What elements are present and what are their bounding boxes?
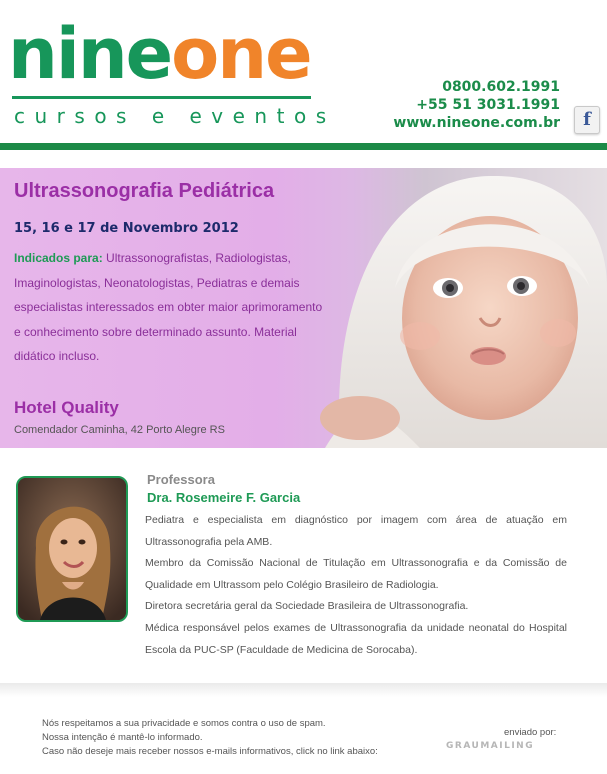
venue-name: Hotel Quality — [14, 398, 119, 417]
professor-section — [0, 448, 607, 688]
venue-address: Comendador Caminha, 42 Porto Alegre RS — [14, 424, 225, 436]
website-link[interactable]: www.nineone.com.br — [393, 115, 560, 131]
course-dates: 15, 16 e 17 de Novembro 2012 — [14, 221, 239, 236]
privacy-notice — [42, 717, 378, 759]
professor-heading: Professora — [147, 472, 215, 487]
audience-text: Ultrassonografistas, Radiologistas, Imaginologistas, Neonatologistas, Pediatras e demais especialistas interessados em obter maior aprimoramento e conhecimento sobre determinado assunto. Material didático incluso. — [14, 251, 323, 363]
header — [0, 0, 607, 150]
bio-paragraph: Médica responsável pelos exames de Ultrassonografia da unidade neonatal do Hospital Escola da PUC-SP (Faculdade de Medicina de Sorocaba). — [145, 621, 567, 656]
facebook-glyph: f — [583, 109, 591, 130]
logo-nine-text: nine — [8, 13, 172, 95]
course-description — [14, 246, 332, 369]
course-banner — [0, 168, 607, 448]
unsubscribe-line[interactable]: Caso não deseje mais receber nossos e-mails informativos, click no link abaixo: — [42, 746, 378, 757]
professor-portrait — [18, 478, 126, 620]
professor-name: Dra. Rosemeire F. Garcia — [147, 490, 301, 505]
logo-divider — [12, 96, 311, 99]
bio-paragraph: Diretora secretária geral da Sociedade Brasileira de Ultrassonografia. — [145, 600, 469, 613]
logo-one-text: one — [171, 13, 311, 95]
course-title: Ultrassonografia Pediátrica — [14, 180, 275, 202]
section-divider — [0, 683, 607, 697]
nineone-logo[interactable] — [8, 14, 311, 94]
graumailing-logo[interactable]: GRAUMAILING — [446, 741, 535, 751]
bio-paragraph: Membro da Comissão Nacional de Titulação em Ultrassonografia e da Comissão de Qualidade em Ultrassom pelo Colégio Brasileiro de Radiologia. — [145, 557, 567, 591]
phone-tollfree: 0800.602.1991 — [442, 79, 560, 95]
professor-photo — [16, 476, 128, 622]
contact-block — [393, 78, 560, 132]
privacy-line: Nossa intenção é mantê-lo informado. — [42, 732, 203, 743]
audience-label: Indicados para: — [14, 251, 103, 265]
baby-photo — [300, 168, 607, 448]
bio-paragraph: Pediatra e especialista em diagnóstico por imagem com área de atuação em Ultrassonografia pela AMB. — [145, 514, 567, 548]
sent-by-label: enviado por: — [504, 727, 557, 738]
facebook-icon[interactable] — [574, 106, 600, 134]
logo-tagline: cursos e eventos — [14, 104, 336, 128]
phone-main: +55 51 3031.1991 — [416, 97, 560, 113]
privacy-line: Nós respeitamos a sua privacidade e somos contra o uso de spam. — [42, 718, 326, 729]
professor-bio — [145, 510, 567, 661]
header-green-bar — [0, 143, 607, 150]
